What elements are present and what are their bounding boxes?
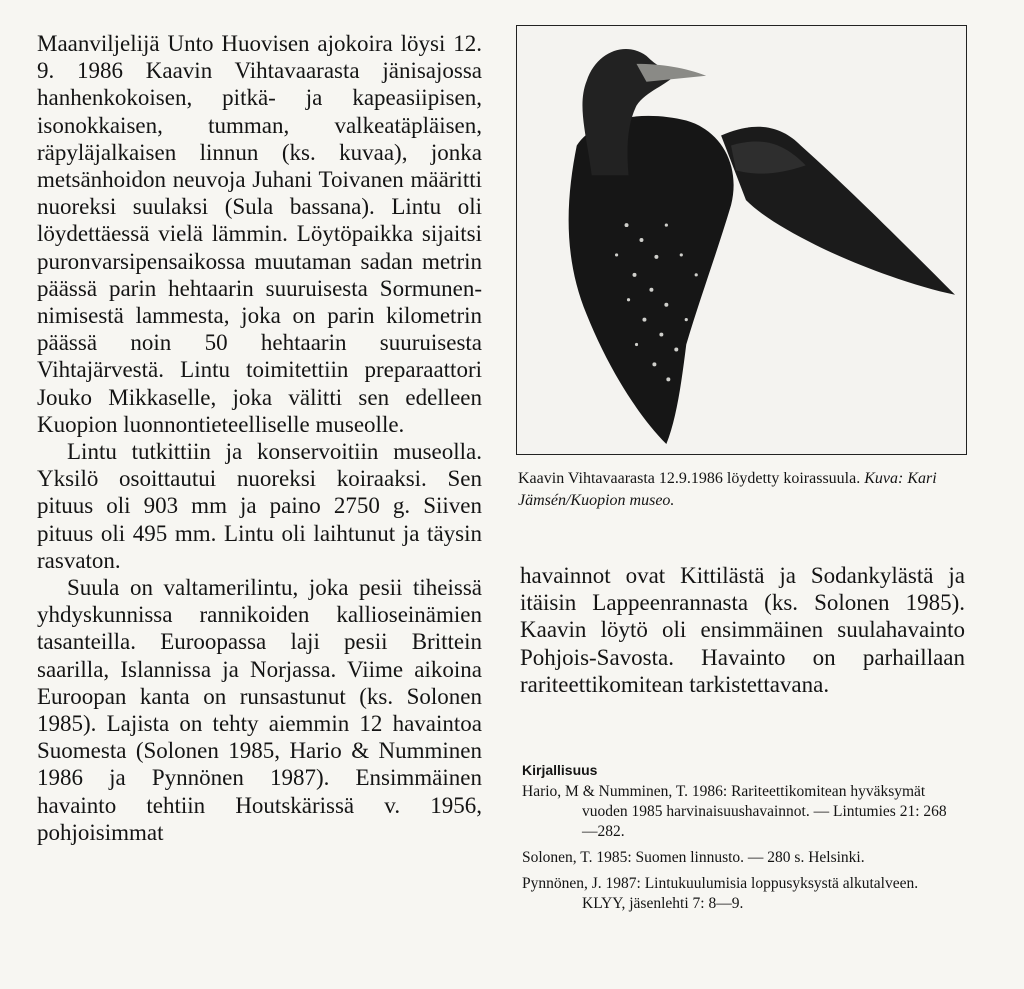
article-paragraph: Maanviljelijä Unto Huovisen ajokoira löysi 12. 9. 1986 Kaavin Vihtavaarasta jänisajossa hanhenkokoisen, pitkä- ja kapeasiipisen, isonokkaisen, tumman, valkeatäpläisen, räpyläjalkaisen linnun (ks. kuvaa), jonka metsänhoidon neuvoja Juhani Toivanen määritti nuoreksi suulaksi (Sula bassana). Lintu oli löydettäessä vielä lämmin. Löytöpaikka sijaitsi puronvarsipensaikossa muutaman sadan metrin päässä parin hehtaarin suuruisesta Sormunen-nimisestä lammesta, joka on parin kilometrin päässä noin 50 hehtaarin suuruisesta Vihtajärvestä. Lintu toimitettiin preparaattori Jouko Mikkaselle, joka välitti sen edelleen Kuopion luonnontieteelliselle museolle. (37, 31, 482, 437)
article-paragraph: Suula on valtamerilintu, joka pesii tiheissä yhdyskunnissa rannikoiden kallioseinämien tasanteilla. Euroopassa laji pesii Brittein saarilla, Islannissa ja Norjassa. Viime aikoina Euroopan kanta on runsastunut (ks. Solonen 1985). Lajista on tehty aiemmin 12 havaintoa Suomesta (Solonen 1985, Hario & Numminen 1986 ja Pynnönen 1987). Ensimmäinen havainto tehtiin Houtskärissä v. 1956, pohjoisimmat (37, 575, 482, 845)
caption-text: Kaavin Vihtavaarasta 12.9.1986 löydetty koirassuula. (518, 470, 861, 487)
photo-caption (518, 468, 970, 512)
reference-item: Pynnönen, J. 1987: Lintukuulumisia loppusyksystä alkutalveen. KLYY, jäsenlehti 7: 8—9. (522, 875, 919, 912)
caption-credit: Kuva: Kari Jämsén/Kuopion museo. (518, 470, 937, 509)
gannet-bird-illustration (517, 26, 966, 454)
article-paragraph: Lintu tutkittiin ja konservoitiin museolla. Yksilö osoittautui nuoreksi koiraaksi. Sen pituus oli 903 mm ja paino 2750 g. Siiven pituus oli 495 mm. Lintu oli laihtunut ja täysin rasvaton. (37, 439, 482, 573)
references-heading: Kirjallisuus (522, 762, 598, 778)
article-left-column (37, 30, 482, 846)
reference-item: Hario, M & Numminen, T. 1986: Rariteettikomitean hyväksymät vuoden 1985 harvinaisuushavainnot. — Lintumies 21: 268—282. (522, 783, 947, 840)
reference-item: Solonen, T. 1985: Suomen linnusto. — 280 s. Helsinki. (522, 849, 865, 866)
article-right-column: havainnot ovat Kittilästä ja Sodankylästä ja itäisin Lappeenrannasta (ks. Solonen 1985). Kaavin löytö oli ensimmäinen suulahavainto Pohjois-Savosta. Havainto on parhaillaan rariteettikomitean tarkistettavana. (520, 563, 965, 697)
gannet-photo (516, 25, 967, 455)
references-section (522, 760, 962, 920)
